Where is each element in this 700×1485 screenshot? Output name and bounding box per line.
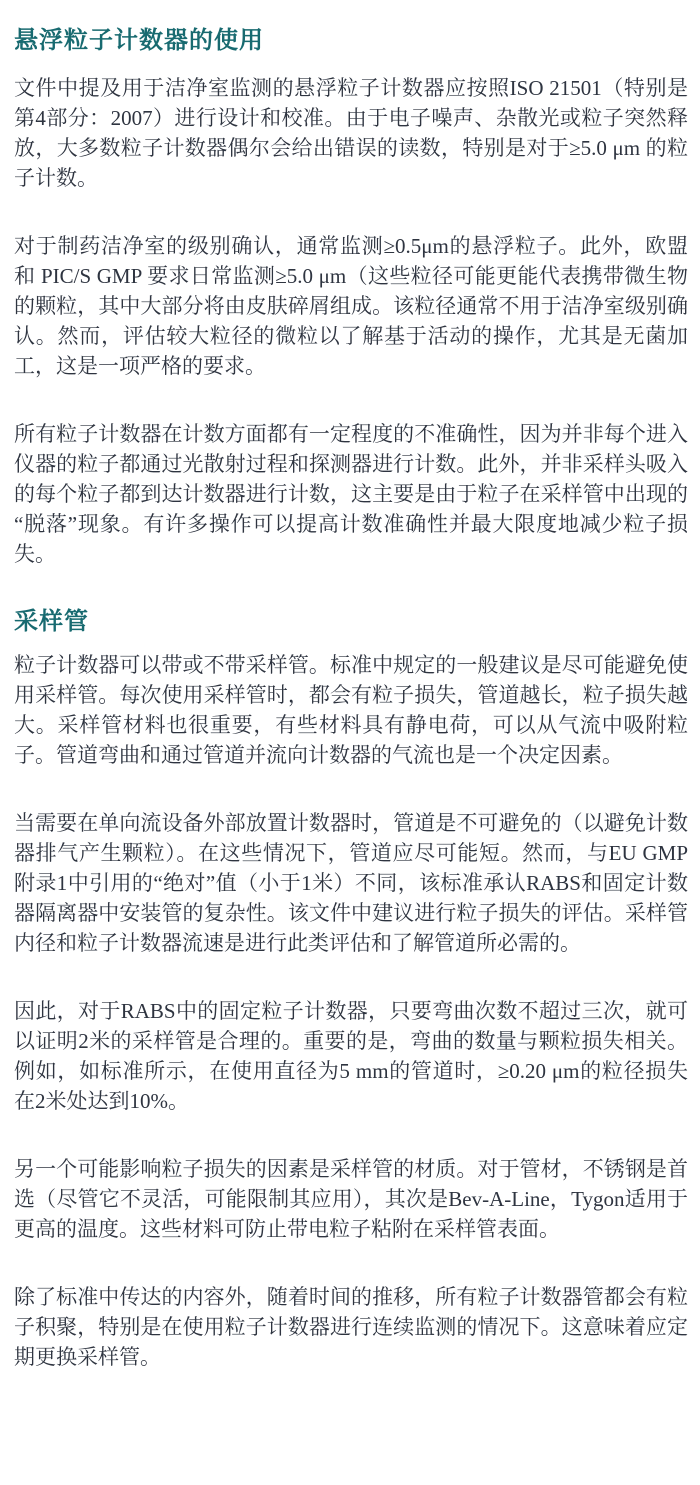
section-heading-sampling-tube: 采样管 <box>14 609 89 635</box>
paragraph: 所有粒子计数器在计数方面都有一定程度的不准确性，因为并非每个进入仪器的粒子都通过光散射过程和探测器进行计数。此外，并非采样头吸入的每个粒子都到达计数器进行计数，这主要是由于粒子在采样管中出现的“脱落”现象。有许多操作可以提高计数准确性并最大限度地减少粒子损失。 <box>14 422 688 566</box>
paragraph: 文件中提及用于洁净室监测的悬浮粒子计数器应按照ISO 21501（特别是第4部分：2007）进行设计和校准。由于电子噪声、杂散光或粒子突然释放，大多数粒子计数器偶尔会给出错误的读数，特别是对于≥5.0 μm 的粒子计数。 <box>14 76 688 190</box>
paragraph: 当需要在单向流设备外部放置计数器时，管道是不可避免的（以避免计数器排气产生颗粒）。在这些情况下，管道应尽可能短。然而，与EU GMP附录1中引用的“绝对”值（小于1米）不同，该标准承认RABS和固定计数器隔离器中安装管的复杂性。该文件中建议进行粒子损失的评估。采样管内径和粒子计数器流速是进行此类评估和了解管道所必需的。 <box>14 811 688 955</box>
section-heading-particle-counter-use: 悬浮粒子计数器的使用 <box>14 28 264 54</box>
paragraph: 因此，对于RABS中的固定粒子计数器，只要弯曲次数不超过三次，就可以证明2米的采样管是合理的。重要的是，弯曲的数量与颗粒损失相关。例如，如标准所示，在使用直径为5 mm的管道时，≥0.20 μm的粒径损失在2米处达到10%。 <box>14 999 688 1113</box>
paragraph: 对于制药洁净室的级别确认，通常监测≥0.5μm的悬浮粒子。此外，欧盟和 PIC/S GMP 要求日常监测≥5.0 μm（这些粒径可能更能代表携带微生物的颗粒，其中大部分将由皮肤碎屑组成。该粒径通常不用于洁净室级别确认。然而，评估较大粒径的微粒以了解基于活动的操作，尤其是无菌加工，这是一项严格的要求。 <box>14 234 688 378</box>
paragraph: 除了标准中传达的内容外，随着时间的推移，所有粒子计数器管都会有粒子积聚，特别是在使用粒子计数器进行连续监测的情况下。这意味着应定期更换采样管。 <box>14 1285 688 1369</box>
paragraph: 粒子计数器可以带或不带采样管。标准中规定的一般建议是尽可能避免使用采样管。每次使用采样管时，都会有粒子损失，管道越长，粒子损失越大。采样管材料也很重要，有些材料具有静电荷，可以从气流中吸附粒子。管道弯曲和通过管道并流向计数器的气流也是一个决定因素。 <box>14 653 688 767</box>
paragraph: 另一个可能影响粒子损失的因素是采样管的材质。对于管材，不锈钢是首选（尽管它不灵活，可能限制其应用），其次是Bev-A-Line，Tygon适用于更高的温度。这些材料可防止带电粒子粘附在采样管表面。 <box>14 1157 688 1241</box>
